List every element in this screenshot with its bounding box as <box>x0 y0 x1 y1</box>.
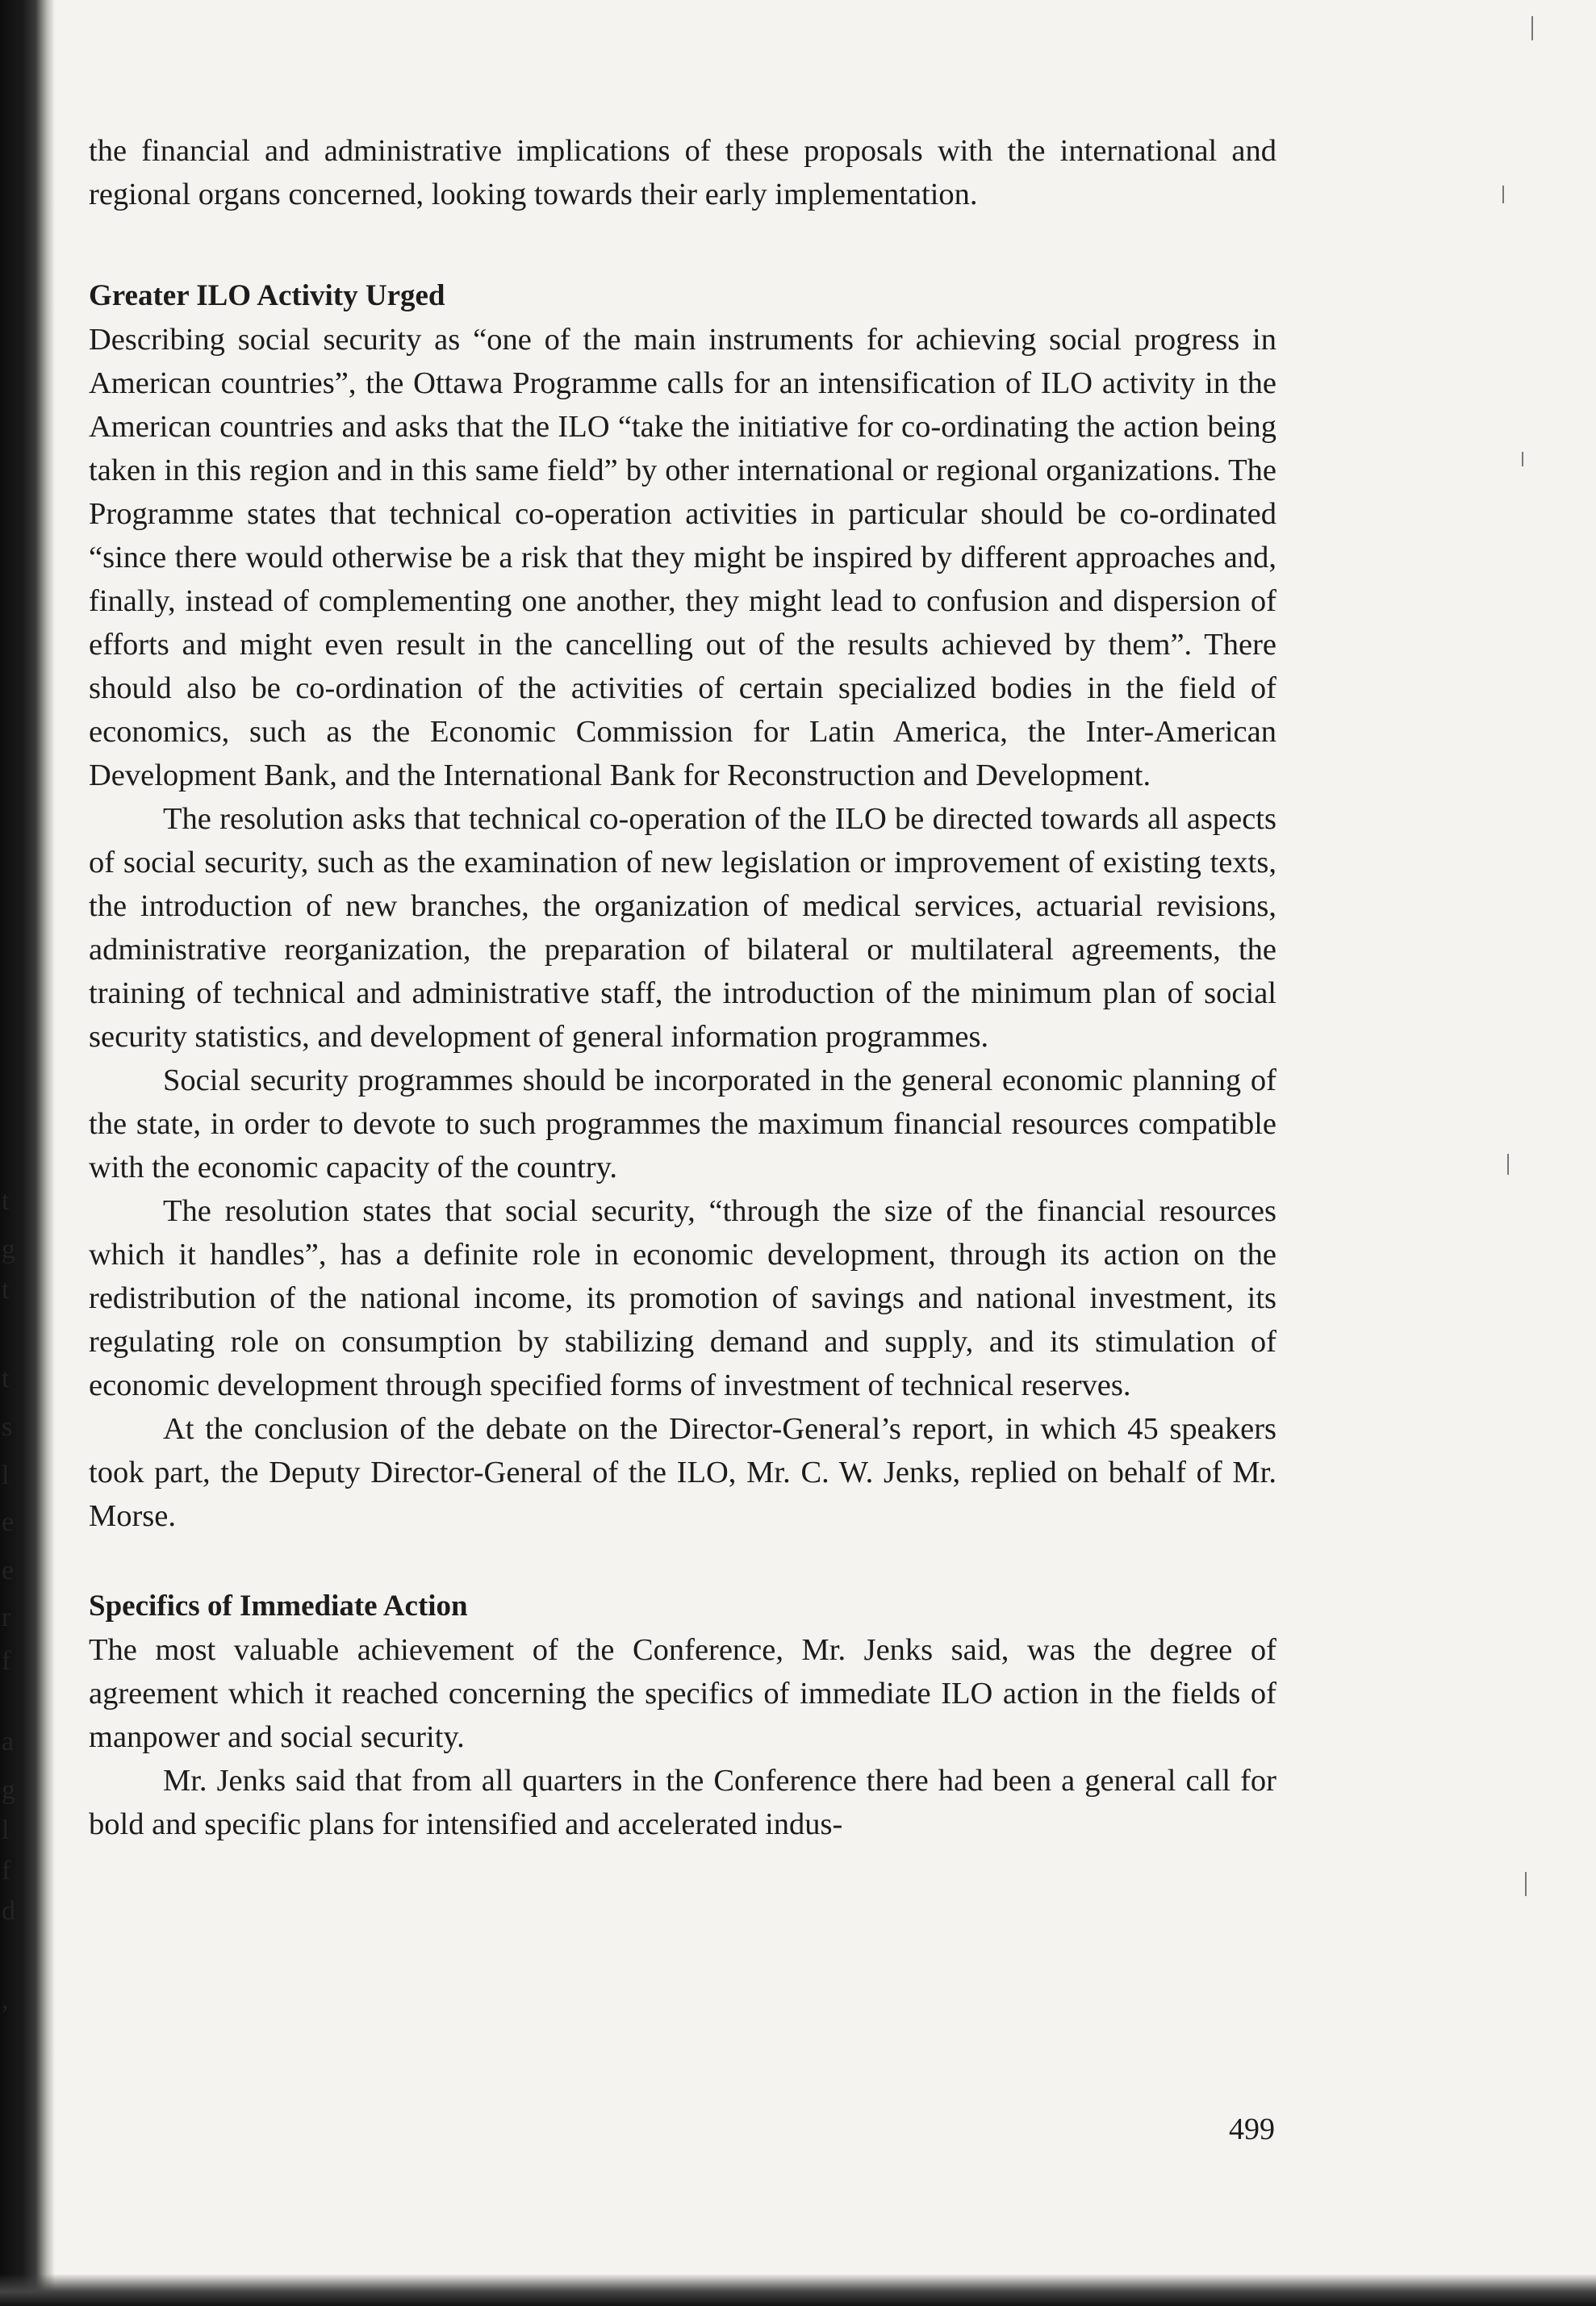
paragraph-intro: the financial and administrative implications of these proposals with the international and regional organs concerned, looking towards their early implementation. <box>89 134 1276 211</box>
gutter-margin-fragments <box>0 0 16 2306</box>
bottom-scan-shadow <box>0 2274 1596 2306</box>
paragraph-conclusion-of-debate: At the conclusion of the debate on the Director-General’s report, in which 45 speakers took part, the Deputy Director-General of the ILO, Mr. C. W. Jenks, replied on behalf of Mr. Morse. <box>89 1412 1276 1533</box>
margin-fragment: a <box>2 1727 15 1757</box>
paragraph-social-security-programmes: Social security programmes should be incorporated in the general economic planning of the state, in order to devote to such programmes the maximum financial resources compatible with the economic capacity of the country. <box>89 1063 1276 1184</box>
margin-fragment: t <box>2 1275 10 1305</box>
margin-fragment: l <box>2 1460 10 1490</box>
section-heading-greater-ilo-activity: Greater ILO Activity Urged <box>89 279 445 312</box>
paragraph-most-valuable-achievement: The most valuable achievement of the Conference, Mr. Jenks said, was the degree of agreement which it reached concerning the specifics of immediate ILO action in the fields of manpower and social security. <box>89 1633 1276 1754</box>
page-body <box>89 129 1276 1846</box>
paragraph-resolution-states: The resolution states that social security, “through the size of the financial resources which it handles”, has a definite role in economic development, through its action on the redistribution of the national income, its promotion of savings and national investment, its regulating role on consumption by stabilizing demand and supply, and its stimulation of economic development through specified forms of investment of technical reserves. <box>89 1194 1276 1402</box>
margin-fragment: d <box>2 1896 15 1926</box>
margin-fragment: s <box>2 1412 13 1442</box>
margin-fragment: t <box>2 1186 10 1216</box>
paragraph-describing-social-security: Describing social security as “one of the main instruments for achieving social progress in American countries”, the Ottawa Programme calls for an intensification of ILO activity in the American countries and asks that the ILO “take the initiative for co-ordinating the action being taken in this region and in this same field” by other international or regional organizations. The Programme states that technical co-operation activities in particular should be co-ordinated “since there would otherwise be a risk that they might be inspired by different approaches and, finally, instead of complementing one another, they might lead to confusion and dispersion of efforts and might even result in the cancelling out of the results achieved by them”. There should also be co-ordination of the activities of certain specialized bodies in the field of economics, such as the Economic Commission for Latin America, the Inter-American Development Bank, and the International Bank for Reconstruction and Development. <box>89 323 1276 792</box>
page-number: 499 <box>1229 2112 1275 2146</box>
margin-fragment: g <box>2 1234 15 1264</box>
section-heading-specifics-of-immediate-action: Specifics of Immediate Action <box>89 1590 468 1623</box>
margin-fragment: g <box>2 1775 15 1805</box>
margin-fragment: e <box>2 1556 15 1585</box>
paragraph-resolution-asks: The resolution asks that technical co-operation of the ILO be directed towards all aspects of social security, such as the examination of new legislation or improvement of existing texts, the introduction of new branches, the organization of medical services, actuarial revisions, administrative reorganization, the preparation of bilateral or multilateral agreements, the training of technical and administrative staff, the introduction of the minimum plan of social security statistics, and development of general information programmes. <box>89 802 1276 1054</box>
margin-fragment: l <box>2 1815 10 1845</box>
margin-fragment: f <box>2 1856 11 1886</box>
margin-fragment: e <box>2 1507 15 1537</box>
margin-fragment: f <box>2 1646 11 1676</box>
scan-specks <box>1475 0 1572 2306</box>
margin-fragment: r <box>2 1602 11 1632</box>
margin-fragment: t <box>2 1364 10 1393</box>
margin-fragment: , <box>2 1985 9 2015</box>
paragraph-all-quarters: Mr. Jenks said that from all quarters in the Conference there had been a general call for bold and specific plans for intensified and accelerated indus- <box>89 1764 1276 1841</box>
